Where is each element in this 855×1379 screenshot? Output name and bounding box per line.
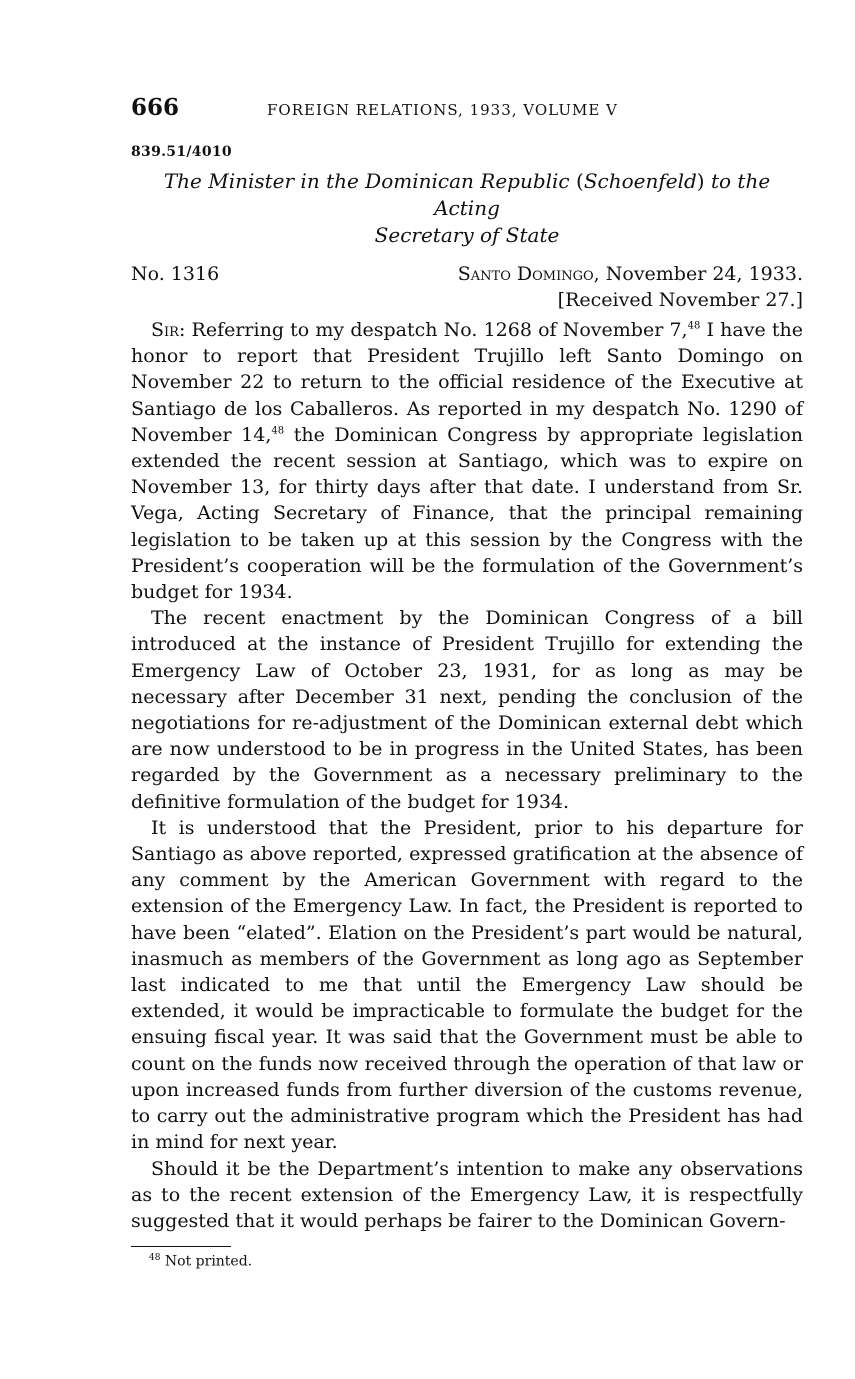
despatch-number: No. 1316 bbox=[131, 263, 220, 285]
footnote-ref: 48 bbox=[271, 425, 285, 437]
paragraph-2: The recent enactment by the Dominican Congress of a bill introduced at the instance of President Trujillo for extending the Emergency Law of October 23, 1931, for as long as may be necessary after December 31 next, pending the conclusion of the negotiations for re-adjustment of the Dominican external debt which are now understood to be in progress in the United States, has been regarded by the Government as a necessary preliminary to the definitive formulation of the budget for 1934. bbox=[131, 607, 803, 813]
title-sender-name: Schoenfeld bbox=[583, 169, 697, 193]
footnote-ref: 48 bbox=[687, 320, 701, 332]
title-paren-open: ( bbox=[576, 169, 584, 193]
title-sender: The Minister in the Dominican Republic bbox=[163, 169, 570, 193]
footnote-rule bbox=[131, 1246, 231, 1247]
paragraph-1-text-c: the Dominican Congress by appropriate legislation extended the recent session at Santiago, which was to expire on November 13, for thirty days after that date. I understand from Sr. Vega, Acting Secretary of Finance, that the principal remaining legislation to be taken up at this session by the Congress with the President’s cooperation will be the formulation of the Government’s budget for 1934. bbox=[131, 423, 804, 604]
document-title-line-1 bbox=[131, 168, 803, 222]
paragraph-4: Should it be the Department’s intention to make any observations as to the recent extension of the Emergency Law, it is respectfully suggested that it would perhaps be fairer to the Dominican Govern- bbox=[131, 1157, 803, 1232]
running-head bbox=[131, 94, 803, 128]
paragraph-1-text-b: I have the honor to report that President Trujillo left Santo Domingo on November 22 to return to the official residence of the Executive at Santiago de los Caballeros. As reported in my despatch No. 1290 of November 14, bbox=[131, 319, 803, 446]
salutation: Sir bbox=[151, 319, 179, 341]
title-recipient-start: to the Acting bbox=[434, 169, 771, 220]
file-number: 839.51/4010 bbox=[131, 144, 232, 160]
document-title bbox=[131, 168, 803, 249]
dateline-row bbox=[131, 261, 803, 287]
page-number: 666 bbox=[131, 94, 180, 121]
document-title-line-2: Secretary of State bbox=[374, 223, 560, 247]
dateline bbox=[458, 261, 803, 287]
title-paren-close: ) bbox=[696, 169, 705, 193]
footnote-marker: 48 bbox=[149, 1253, 161, 1264]
paragraph-3: It is understood that the President, prior to his departure for Santiago as above reported, expressed gratification at the absence of any comment by the American Government with regard to the extension of the Emergency Law. In fact, the President is reported to have been “elated”. Elation on the President’s part would be natural, inasmuch as members of the Government as long ago as September last indicated to me that until the Emergency Law should be extended, it would be impracticable to formulate the budget for the ensuing fiscal year. It was said that the Government must be able to count on the funds now received through the operation of that law or upon increased funds from further diversion of the customs revenue, to carry out the administrative program which the President has had in mind for next year. bbox=[131, 816, 803, 1154]
dateline-date: , November 24, 1933. bbox=[593, 263, 803, 285]
paragraph-1-text-a: : Referring to my despatch No. 1268 of November 7, bbox=[178, 319, 688, 341]
footnote-text: Not printed. bbox=[160, 1253, 253, 1270]
footnote bbox=[131, 1253, 803, 1270]
letter-body bbox=[131, 317, 803, 1234]
document-page bbox=[131, 94, 803, 1270]
paragraph-1 bbox=[131, 317, 803, 605]
received-note: [Received November 27.] bbox=[557, 289, 803, 311]
running-head-title: FOREIGN RELATIONS, 1933, VOLUME V bbox=[267, 101, 618, 119]
dateline-place: Santo Domingo bbox=[457, 263, 594, 285]
